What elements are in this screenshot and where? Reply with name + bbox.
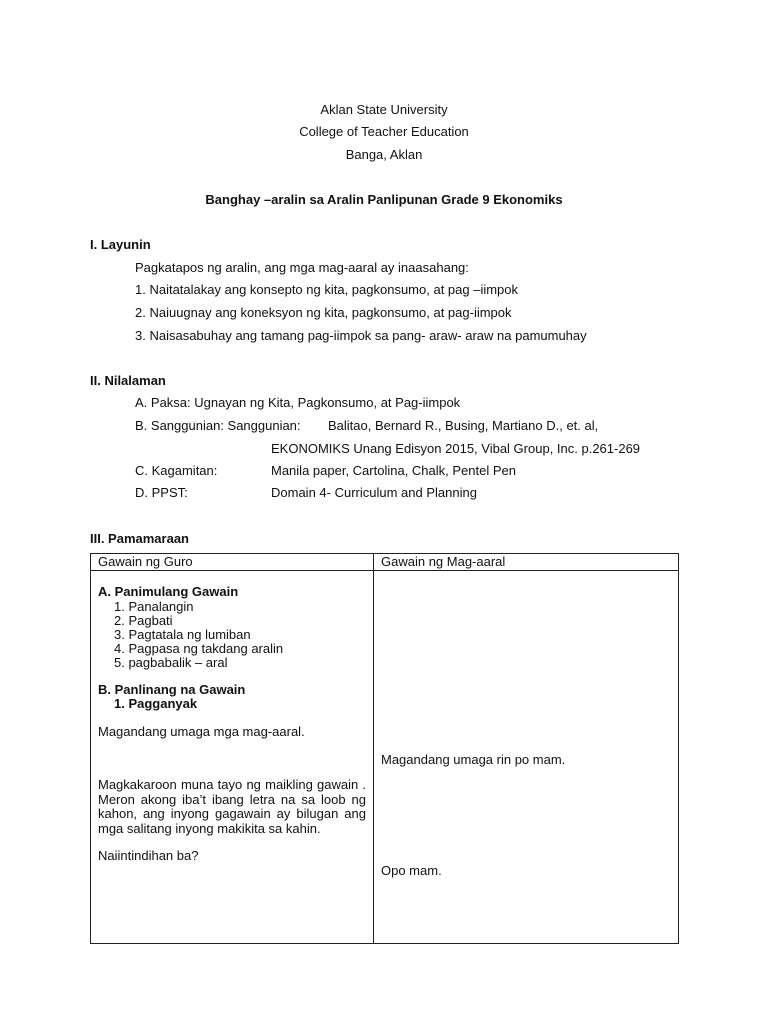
layunin-heading: I. Layunin [90,237,151,252]
guro-question: Naiintindihan ba? [98,848,199,863]
panimulang-item-3: 3. Pagtatala ng lumiban [114,627,251,642]
panlinang-heading: B. Panlinang na Gawain [98,682,246,697]
kagamitan-value: Manila paper, Cartolina, Chalk, Pentel Pen [271,463,516,478]
college-name: College of Teacher Education [299,124,469,139]
guro-instruction: Magkakaroon muna tayo ng maikling gawain . Meron akong iba’t ibang letra na sa loob ng kahon, ang inyong gagawain ay bilugan ang mga salitang inyong makikita sa kahin. [98,777,366,836]
col-header-guro: Gawain ng Guro [91,554,374,571]
panimulang-item-1: 1. Panalangin [114,599,194,614]
ppst-label: D. PPST: [135,485,188,500]
pamamaraan-table [90,553,679,944]
guro-cell [91,571,374,944]
panimulang-item-5: 5. pagbabalik – aral [114,655,228,670]
sanggunian-line-2: EKONOMIKS Unang Edisyon 2015, Vibal Group, Inc. p.261-269 [271,441,641,456]
magaaral-answer: Opo mam. [381,863,442,878]
document-title: Banghay –aralin sa Aralin Panlipunan Grade 9 Ekonomiks [205,192,563,207]
panimulang-item-2: 2. Pagbati [114,613,173,628]
kagamitan-label: C. Kagamitan: [135,463,218,478]
layunin-item-1: 1. Naitatalakay ang konsepto ng kita, pagkonsumo, at pag –iimpok [135,282,519,297]
pagganyak-heading: 1. Pagganyak [114,696,198,711]
nilalaman-heading: II. Nilalaman [90,373,166,388]
sanggunian-line-1: Balitao, Bernard R., Busing, Martiano D., et. al, [328,418,599,433]
university-name: Aklan State University [320,102,448,117]
layunin-intro: Pagkatapos ng aralin, ang mga mag-aaral ay inaasahang: [135,260,469,275]
panimulang-item-4: 4. Pagpasa ng takdang aralin [114,641,284,656]
pamamaraan-heading: III. Pamamaraan [90,531,189,546]
guro-greeting: Magandang umaga mga mag-aaral. [98,724,305,739]
paksa: A. Paksa: Ugnayan ng Kita, Pagkonsumo, at Pag-iimpok [135,395,461,410]
layunin-item-2: 2. Naiuugnay ang koneksyon ng kita, pagkonsumo, at pag-iimpok [135,305,512,320]
magaaral-cell [374,571,679,944]
location: Banga, Aklan [345,147,423,162]
sanggunian-label: B. Sanggunian: Sanggunian: [135,418,301,433]
panimulang-heading: A. Panimulang Gawain [98,584,239,599]
magaaral-greeting: Magandang umaga rin po mam. [381,752,566,767]
layunin-item-3: 3. Naisasabuhay ang tamang pag-iimpok sa pang- araw- araw na pamumuhay [135,328,587,343]
col-header-magaaral: Gawain ng Mag-aaral [374,554,679,571]
ppst-value: Domain 4- Curriculum and Planning [271,485,477,500]
